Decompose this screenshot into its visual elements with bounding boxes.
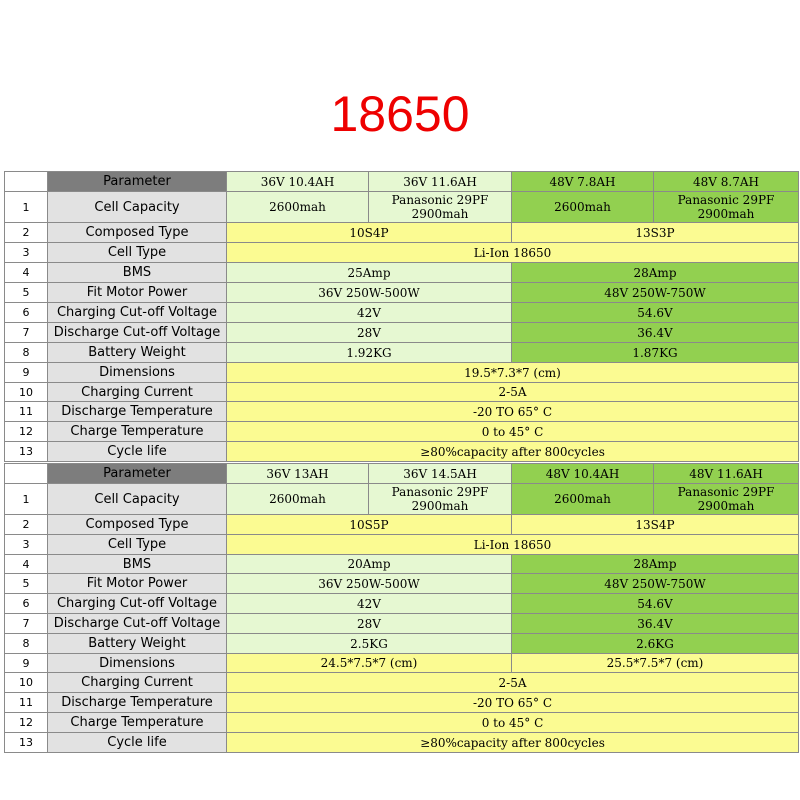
table-row bbox=[5, 594, 799, 614]
cell-capacity-col-4 bbox=[654, 484, 799, 515]
row-label: Cycle life bbox=[48, 733, 227, 753]
row-value-right: 54.6V bbox=[512, 303, 799, 323]
row-number: 13 bbox=[5, 442, 48, 462]
header-blank-cell bbox=[5, 464, 48, 484]
table-row bbox=[5, 192, 799, 223]
row-label: Discharge Temperature bbox=[48, 402, 227, 422]
row-label: Fit Motor Power bbox=[48, 574, 227, 594]
row-label: Charging Cut-off Voltage bbox=[48, 303, 227, 323]
header-col-3: 48V 7.8AH bbox=[512, 172, 654, 192]
row-value-right: 13S3P bbox=[512, 223, 799, 243]
row-label: Cycle life bbox=[48, 442, 227, 462]
row-number: 8 bbox=[5, 343, 48, 363]
table-row bbox=[5, 422, 799, 442]
table-row bbox=[5, 713, 799, 733]
header-col-1: 36V 13AH bbox=[227, 464, 369, 484]
cell-line: 2900mah bbox=[697, 207, 755, 221]
table-row bbox=[5, 484, 799, 515]
header-blank-cell bbox=[5, 172, 48, 192]
table-row bbox=[5, 243, 799, 263]
table-row bbox=[5, 535, 799, 555]
row-value-full: ≥80%capacity after 800cycles bbox=[227, 733, 799, 753]
header-parameter: Parameter bbox=[48, 464, 227, 484]
row-value-right: 48V 250W-750W bbox=[512, 283, 799, 303]
row-number: 12 bbox=[5, 422, 48, 442]
cell-capacity-col-1: 2600mah bbox=[227, 192, 369, 223]
row-label: Discharge Temperature bbox=[48, 693, 227, 713]
row-number: 7 bbox=[5, 323, 48, 343]
row-number: 3 bbox=[5, 243, 48, 263]
row-number: 10 bbox=[5, 673, 48, 693]
row-number: 6 bbox=[5, 594, 48, 614]
row-value-left: 10S5P bbox=[227, 515, 512, 535]
row-value-left: 1.92KG bbox=[227, 343, 512, 363]
row-label: Battery Weight bbox=[48, 634, 227, 654]
row-number: 2 bbox=[5, 223, 48, 243]
row-value-left: 36V 250W-500W bbox=[227, 283, 512, 303]
row-value-left: 28V bbox=[227, 323, 512, 343]
table-row bbox=[5, 654, 799, 673]
header-parameter: Parameter bbox=[48, 172, 227, 192]
row-label: Battery Weight bbox=[48, 343, 227, 363]
row-value-full: ≥80%capacity after 800cycles bbox=[227, 442, 799, 462]
row-value-right: 13S4P bbox=[512, 515, 799, 535]
row-label: Cell Type bbox=[48, 535, 227, 555]
table-row bbox=[5, 442, 799, 462]
row-label: Charging Current bbox=[48, 673, 227, 693]
row-label: BMS bbox=[48, 555, 227, 574]
header-col-2: 36V 11.6AH bbox=[369, 172, 512, 192]
row-number: 11 bbox=[5, 402, 48, 422]
row-value-left: 25Amp bbox=[227, 263, 512, 283]
row-value-left: 42V bbox=[227, 594, 512, 614]
table-row bbox=[5, 614, 799, 634]
table-row bbox=[5, 343, 799, 363]
row-value-right: 36.4V bbox=[512, 323, 799, 343]
row-number: 12 bbox=[5, 713, 48, 733]
row-number: 5 bbox=[5, 283, 48, 303]
cell-line: Panasonic 29PF bbox=[677, 485, 775, 499]
row-value-left: 10S4P bbox=[227, 223, 512, 243]
row-number: 1 bbox=[5, 484, 48, 515]
row-value-full: -20 TO 65° C bbox=[227, 402, 799, 422]
row-value-right: 2.6KG bbox=[512, 634, 799, 654]
cell-capacity-col-2 bbox=[369, 484, 512, 515]
row-value-right: 54.6V bbox=[512, 594, 799, 614]
row-value-right: 1.87KG bbox=[512, 343, 799, 363]
header-col-4: 48V 11.6AH bbox=[654, 464, 799, 484]
cell-capacity-col-1: 2600mah bbox=[227, 484, 369, 515]
row-value-right: 48V 250W-750W bbox=[512, 574, 799, 594]
row-value-right: 28Amp bbox=[512, 555, 799, 574]
row-value-left: 20Amp bbox=[227, 555, 512, 574]
spec-table-2 bbox=[4, 463, 799, 753]
row-label: Fit Motor Power bbox=[48, 283, 227, 303]
table-row bbox=[5, 673, 799, 693]
table-row bbox=[5, 283, 799, 303]
header-col-4: 48V 8.7AH bbox=[654, 172, 799, 192]
row-number: 9 bbox=[5, 363, 48, 383]
row-label: Cell Capacity bbox=[48, 484, 227, 515]
row-number: 11 bbox=[5, 693, 48, 713]
table-row bbox=[5, 733, 799, 753]
table-row bbox=[5, 223, 799, 243]
cell-line: Panasonic 29PF bbox=[391, 485, 489, 499]
table-row bbox=[5, 363, 799, 383]
table-row bbox=[5, 323, 799, 343]
row-value-left: 36V 250W-500W bbox=[227, 574, 512, 594]
row-label: Composed Type bbox=[48, 515, 227, 535]
header-col-1: 36V 10.4AH bbox=[227, 172, 369, 192]
cell-capacity-col-3: 2600mah bbox=[512, 192, 654, 223]
row-value-full: Li-Ion 18650 bbox=[227, 535, 799, 555]
header-col-3: 48V 10.4AH bbox=[512, 464, 654, 484]
spec-table-1 bbox=[4, 171, 799, 462]
row-value-full: -20 TO 65° C bbox=[227, 693, 799, 713]
table-row bbox=[5, 402, 799, 422]
cell-line: 2900mah bbox=[411, 207, 469, 221]
row-value-right: 36.4V bbox=[512, 614, 799, 634]
table-header-row bbox=[5, 464, 799, 484]
cell-line: 2900mah bbox=[411, 499, 469, 513]
row-number: 2 bbox=[5, 515, 48, 535]
row-value-left: 42V bbox=[227, 303, 512, 323]
row-number: 5 bbox=[5, 574, 48, 594]
row-label: BMS bbox=[48, 263, 227, 283]
row-number: 8 bbox=[5, 634, 48, 654]
row-number: 6 bbox=[5, 303, 48, 323]
row-value-right: 28Amp bbox=[512, 263, 799, 283]
table-header-row bbox=[5, 172, 799, 192]
row-value-left: 28V bbox=[227, 614, 512, 634]
row-label: Charge Temperature bbox=[48, 713, 227, 733]
cell-line: Panasonic 29PF bbox=[677, 193, 775, 207]
cell-capacity-col-2 bbox=[369, 192, 512, 223]
table-row bbox=[5, 383, 799, 402]
row-label: Dimensions bbox=[48, 363, 227, 383]
row-label: Discharge Cut-off Voltage bbox=[48, 323, 227, 343]
table-row bbox=[5, 634, 799, 654]
header-col-2: 36V 14.5AH bbox=[369, 464, 512, 484]
row-value-left: 24.5*7.5*7 (cm) bbox=[227, 654, 512, 673]
row-label: Cell Capacity bbox=[48, 192, 227, 223]
row-value-right: 25.5*7.5*7 (cm) bbox=[512, 654, 799, 673]
row-label: Cell Type bbox=[48, 243, 227, 263]
row-number: 4 bbox=[5, 263, 48, 283]
row-value-full: Li-Ion 18650 bbox=[227, 243, 799, 263]
row-label: Dimensions bbox=[48, 654, 227, 673]
table-row bbox=[5, 303, 799, 323]
cell-capacity-col-4 bbox=[654, 192, 799, 223]
row-label: Charge Temperature bbox=[48, 422, 227, 442]
table-row bbox=[5, 263, 799, 283]
cell-line: Panasonic 29PF bbox=[391, 193, 489, 207]
row-label: Charging Current bbox=[48, 383, 227, 402]
table-row bbox=[5, 555, 799, 574]
row-value-left: 2.5KG bbox=[227, 634, 512, 654]
cell-line: 2900mah bbox=[697, 499, 755, 513]
page-title: 18650 bbox=[330, 86, 470, 142]
row-number: 1 bbox=[5, 192, 48, 223]
row-value-full: 2-5A bbox=[227, 383, 799, 402]
row-number: 10 bbox=[5, 383, 48, 402]
row-value-full: 0 to 45° C bbox=[227, 422, 799, 442]
row-label: Discharge Cut-off Voltage bbox=[48, 614, 227, 634]
row-number: 13 bbox=[5, 733, 48, 753]
row-number: 9 bbox=[5, 654, 48, 673]
row-value-full: 19.5*7.3*7 (cm) bbox=[227, 363, 799, 383]
row-number: 4 bbox=[5, 555, 48, 574]
row-label: Composed Type bbox=[48, 223, 227, 243]
row-label: Charging Cut-off Voltage bbox=[48, 594, 227, 614]
row-value-full: 2-5A bbox=[227, 673, 799, 693]
table-row bbox=[5, 574, 799, 594]
table-row bbox=[5, 515, 799, 535]
cell-capacity-col-3: 2600mah bbox=[512, 484, 654, 515]
row-number: 7 bbox=[5, 614, 48, 634]
row-value-full: 0 to 45° C bbox=[227, 713, 799, 733]
table-row bbox=[5, 693, 799, 713]
row-number: 3 bbox=[5, 535, 48, 555]
